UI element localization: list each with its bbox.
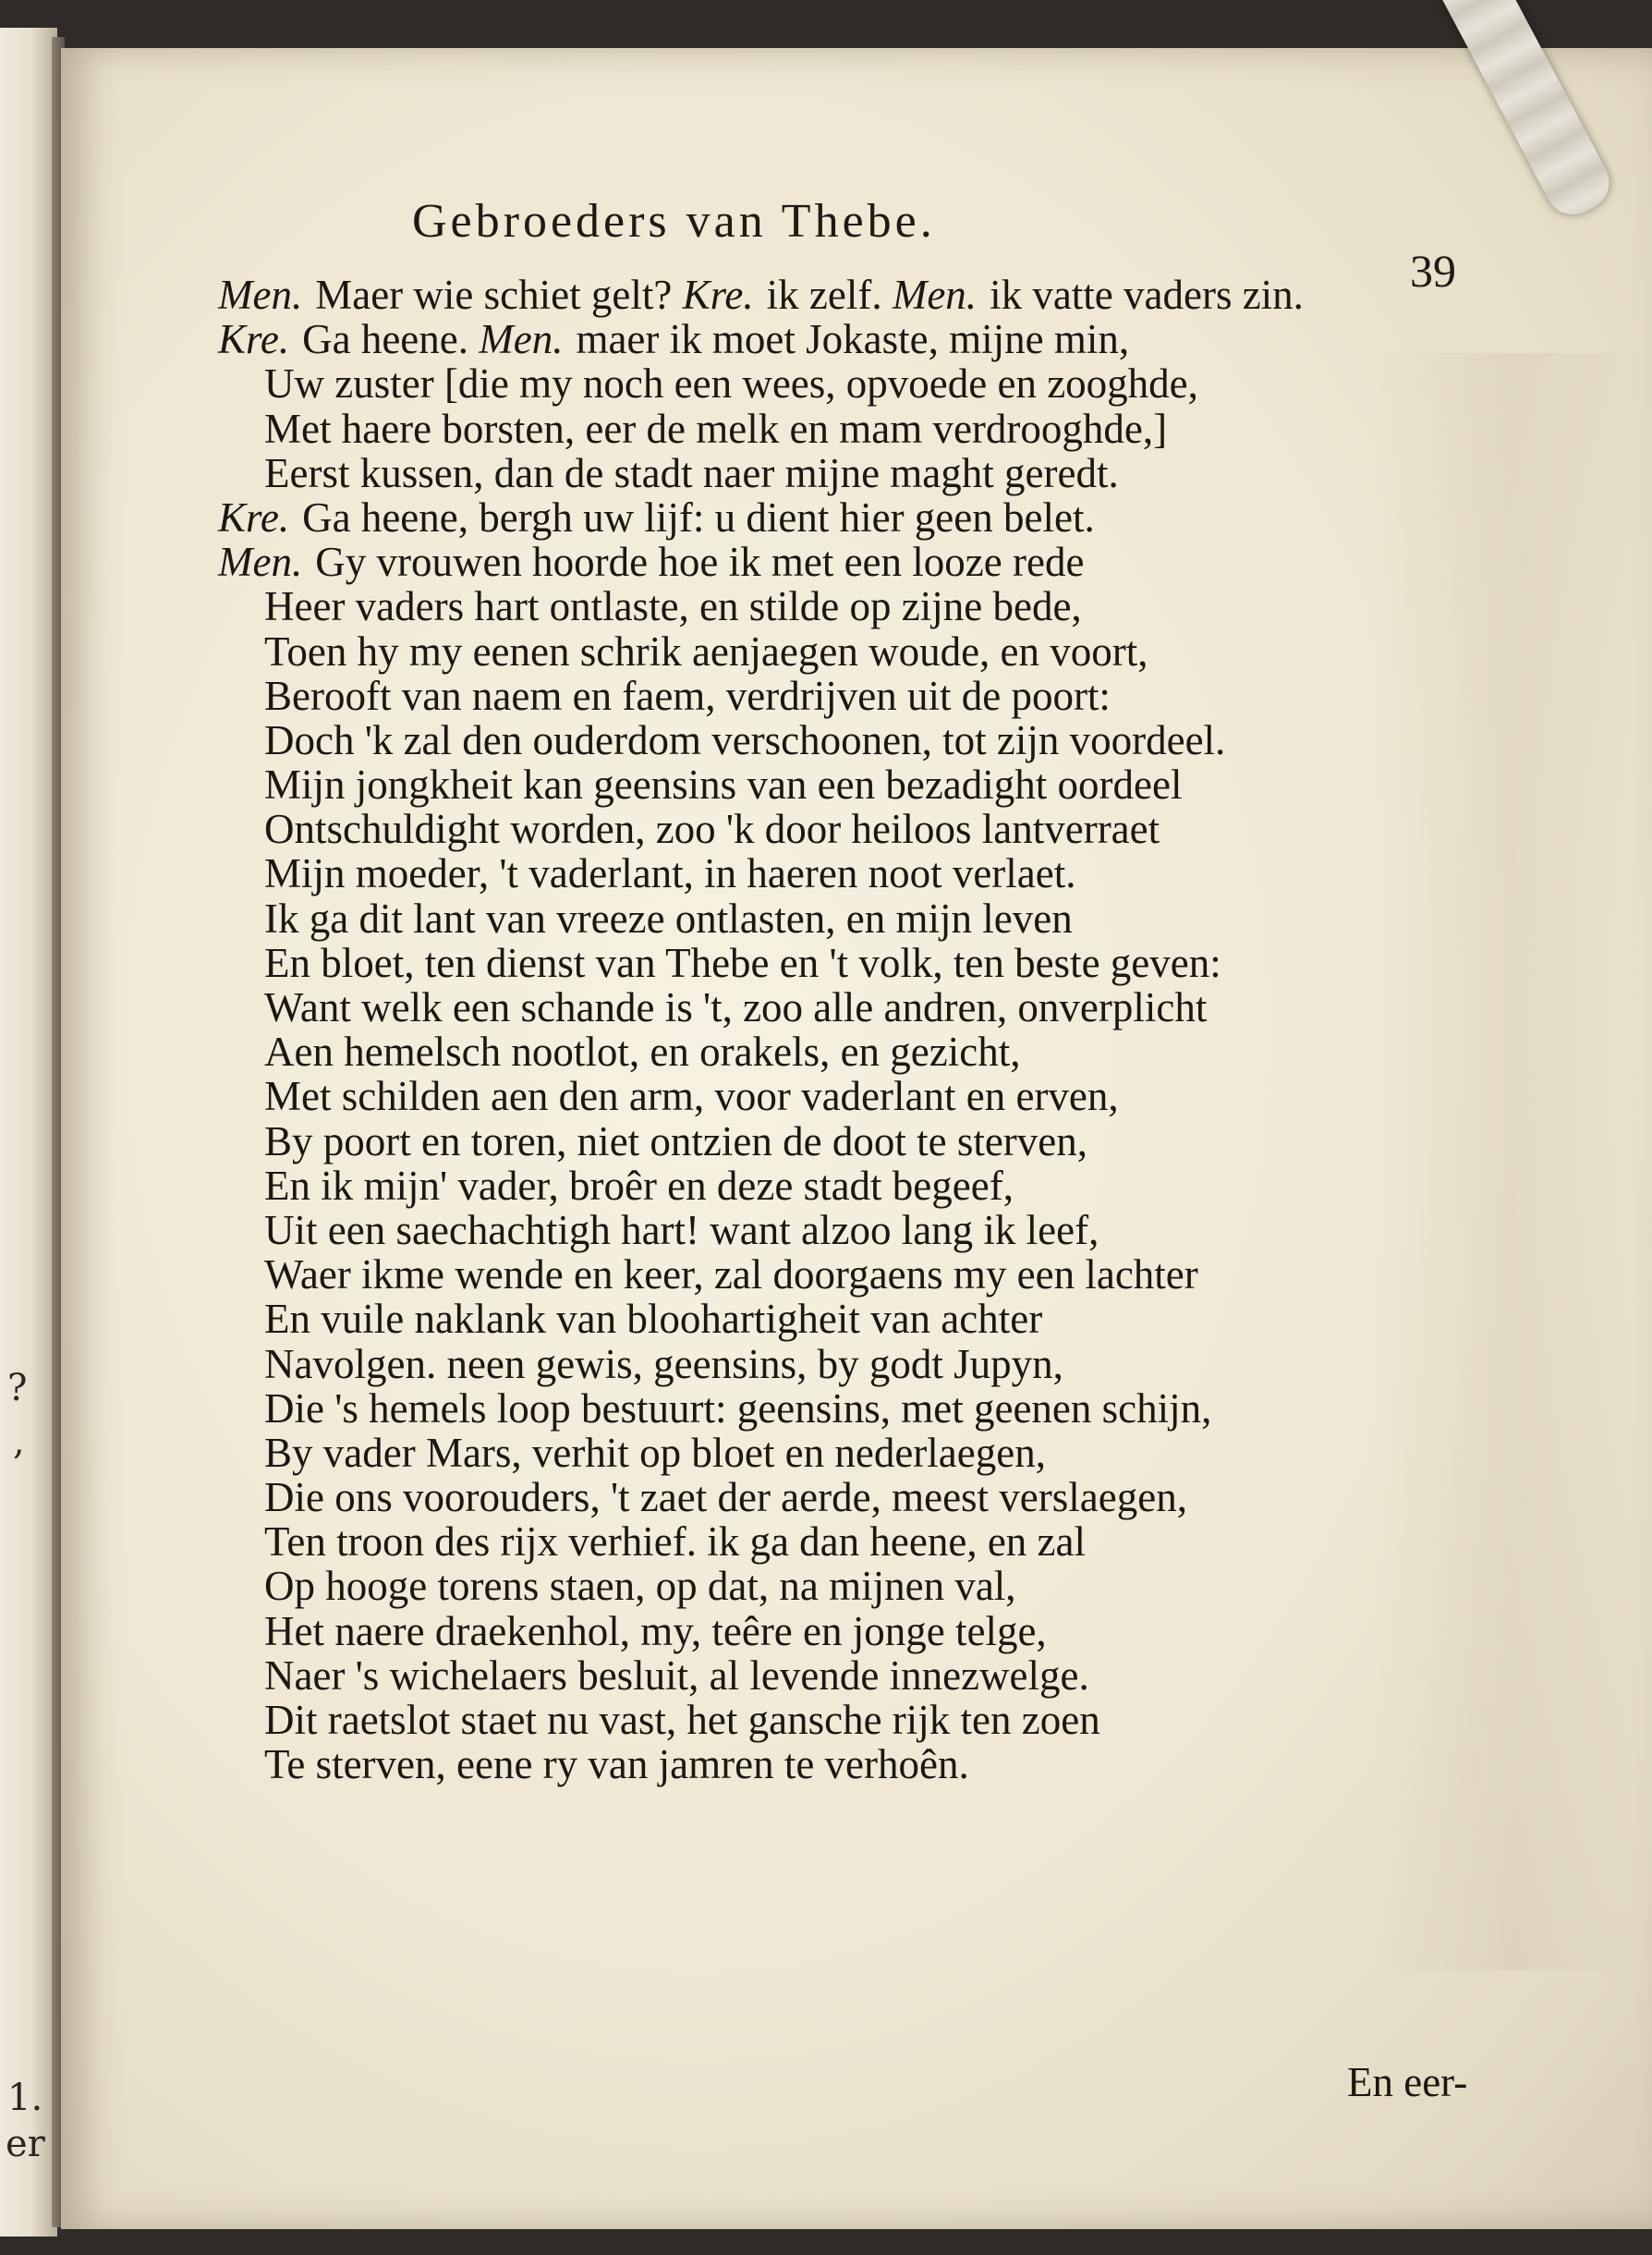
margin-mark: ,: [13, 1420, 25, 1463]
margin-mark: 1.: [7, 2077, 43, 2119]
verse-text: Ga heene, bergh uw lijf: u dient hier geen belet.: [302, 494, 1095, 541]
speaker-label: Men.: [892, 272, 978, 318]
speaker-label: Kre.: [682, 272, 754, 318]
verse-line: Eerst kussen, dan de stadt naer mijne maght geredt.: [264, 449, 1119, 496]
verse-line: Te sterven, eene ry van jamren te verhoên.: [264, 1741, 969, 1788]
verse-line: Het naere draekenhol, my, teêre en jonge telge,: [264, 1607, 1047, 1654]
verse-line: Die 's hemels loop bestuurt: geensins, met geenen schijn,: [264, 1384, 1212, 1432]
book-page: [61, 48, 1652, 2229]
speaker-label: Men.: [479, 316, 564, 363]
margin-mark: ?: [7, 1367, 28, 1409]
speaker-label: Men.: [218, 272, 303, 318]
verse-line: En ik mijn' vader, broêr en deze stadt begeef,: [264, 1162, 1014, 1209]
verse-block: [218, 273, 1512, 1786]
verse-line: Naer 's wichelaers besluit, al levende innezwelge.: [264, 1652, 1089, 1699]
verse-text: ik vatte vaders zin.: [990, 272, 1304, 318]
verse-text: Ga heene.: [302, 316, 480, 363]
verse-line: Berooft van naem en faem, verdrijven uit de poort:: [264, 672, 1111, 719]
verse-line: By poort en toren, niet ontzien de doot te sterven,: [264, 1117, 1088, 1164]
verse-text: Gy vrouwen hoorde hoe ik met een looze rede: [315, 539, 1085, 586]
verse-line: Heer vaders hart ontlaste, en stilde op zijne bede,: [264, 583, 1082, 630]
catchword: En eer-: [1347, 2059, 1468, 2105]
page-number: 39: [1410, 245, 1456, 297]
verse-line: Navolgen. neen gewis, geensins, by godt Jupyn,: [264, 1340, 1063, 1387]
verse-line: Uw zuster [die my noch een wees, opvoede en zooghde,: [264, 360, 1198, 408]
verse-line: By vader Mars, verhit op bloet en nederlaegen,: [264, 1429, 1046, 1476]
verse-line: Want welk een schande is 't, zoo alle andren, onverplicht: [264, 984, 1208, 1030]
verse-line: Dit raetslot staet nu vast, het gansche rijk ten zoen: [264, 1697, 1100, 1743]
running-title: Gebroeders van Thebe.: [412, 195, 936, 248]
verse-text: Maer wie schiet gelt?: [315, 272, 683, 318]
verse-line: Waer ikme wende en keer, zal doorgaens my een lachter: [264, 1251, 1198, 1298]
verse-line: Op hooge torens staen, op dat, na mijnen val,: [264, 1563, 1016, 1610]
verse-line: Ontschuldight worden, zoo 'k door heiloos lantverraet: [264, 806, 1160, 853]
verse-line: [218, 540, 1512, 584]
verse-line: [218, 273, 1512, 317]
verse-line: Uit een saechachtigh hart! want alzoo lang ik leef,: [264, 1206, 1099, 1253]
verse-line: Met haere borsten, eer de melk en mam verdrooghde,]: [264, 405, 1168, 452]
verse-line: Die ons voorouders, 't zaet der aerde, meest verslaegen,: [264, 1474, 1187, 1521]
verse-line: Ik ga dit lant van vreeze ontlasten, en mijn leven: [264, 895, 1073, 942]
verse-text: ik zelf.: [766, 272, 893, 318]
verse-line: [218, 495, 1512, 540]
facing-page-edge: [0, 28, 57, 2237]
margin-mark: er: [6, 2123, 45, 2165]
verse-line: En bloet, ten dienst van Thebe en 't volk, ten beste geven:: [264, 939, 1221, 986]
speaker-label: Kre.: [218, 316, 290, 363]
verse-line: Met schilden aen den arm, voor vaderlant en erven,: [264, 1073, 1119, 1120]
verse-line: Doch 'k zal den ouderdom verschoonen, tot zijn voordeel.: [264, 716, 1226, 763]
verse-text: maer ik moet Jokaste, mijne min,: [576, 316, 1130, 363]
verse-line: Mijn moeder, 't vaderlant, in haeren noot verlaet.: [264, 850, 1076, 897]
verse-line: Mijn jongkheit kan geensins van een bezadight oordeel: [264, 762, 1183, 809]
verse-line: [218, 317, 1512, 361]
verse-line: Ten troon des rijx verhief. ik ga dan heene, en zal: [264, 1518, 1086, 1566]
speaker-label: Kre.: [218, 494, 290, 541]
speaker-label: Men.: [218, 539, 303, 586]
verse-line: Aen hemelsch nootlot, en orakels, en gezicht,: [264, 1029, 1021, 1076]
verse-line: En vuile naklank van bloohartigheit van achter: [264, 1296, 1043, 1343]
verse-line: Toen hy my eenen schrik aenjaegen woude, en voort,: [264, 628, 1148, 675]
